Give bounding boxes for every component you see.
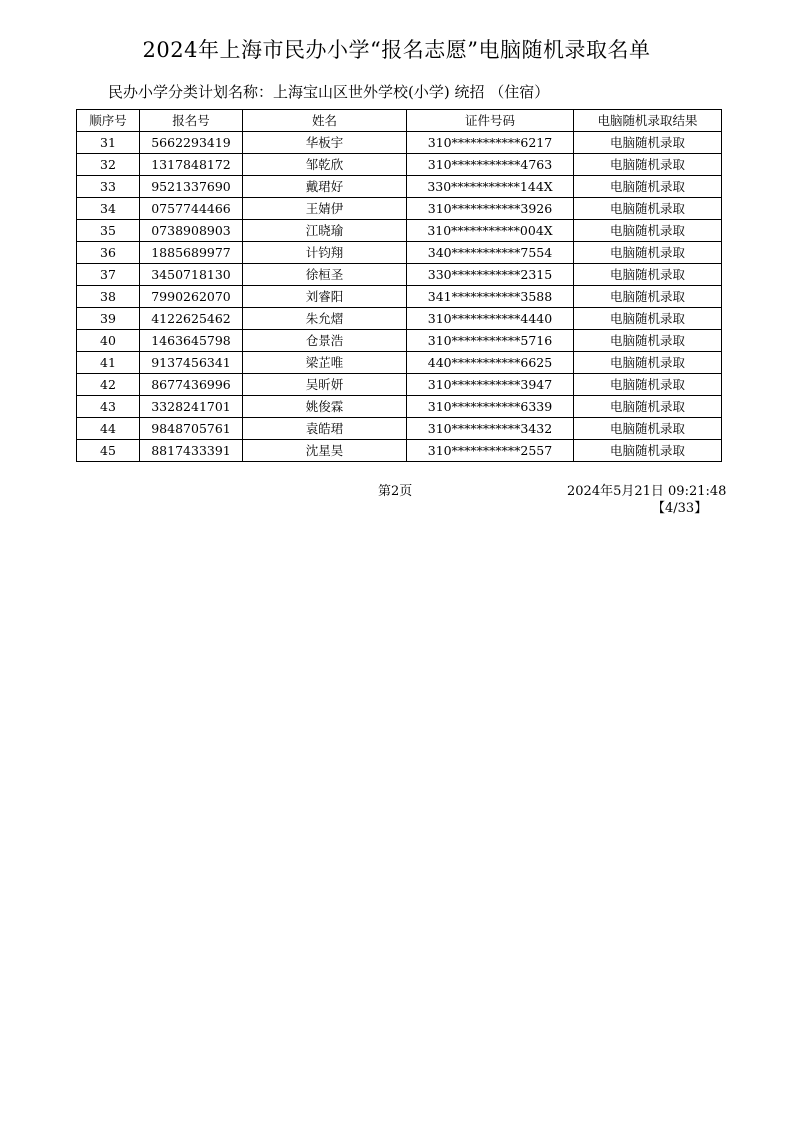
cell-id-no: 310***********3947 [407, 374, 574, 396]
table-row [77, 308, 722, 330]
cell-name: 华板宇 [243, 132, 407, 154]
cell-id-no: 310***********6339 [407, 396, 574, 418]
cell-id-no: 310***********3432 [407, 418, 574, 440]
cell-result: 电脑随机录取 [574, 418, 722, 440]
table-row [77, 198, 722, 220]
cell-seq: 35 [77, 220, 140, 242]
cell-id-no: 330***********2315 [407, 264, 574, 286]
footer-page-count: 【4/33】 [652, 501, 708, 516]
page-title: 2024年上海市民办小学“报名志愿”电脑随机录取名单 [142, 38, 651, 62]
cell-name: 计钧翔 [243, 242, 407, 264]
cell-reg-no: 3450718130 [140, 264, 243, 286]
cell-name: 徐桓圣 [243, 264, 407, 286]
footer-page-number: 第2页 [378, 484, 413, 499]
cell-result: 电脑随机录取 [574, 440, 722, 462]
table-row [77, 374, 722, 396]
cell-seq: 39 [77, 308, 140, 330]
footer-datetime: 2024年5月21日 09:21:48 [567, 484, 727, 499]
cell-result: 电脑随机录取 [574, 308, 722, 330]
cell-id-no: 341***********3588 [407, 286, 574, 308]
table-row [77, 132, 722, 154]
cell-result: 电脑随机录取 [574, 242, 722, 264]
cell-reg-no: 7990262070 [140, 286, 243, 308]
cell-result: 电脑随机录取 [574, 132, 722, 154]
plan-label: 民办小学分类计划名称： [108, 83, 274, 101]
cell-id-no: 330***********144X [407, 176, 574, 198]
table-body [77, 132, 722, 462]
cell-id-no: 310***********004X [407, 220, 574, 242]
cell-reg-no: 4122625462 [140, 308, 243, 330]
cell-name: 仓景浩 [243, 330, 407, 352]
plan-name: 上海宝山区世外学校(小学) 统招 （住宿） [273, 83, 550, 101]
cell-name: 朱允熠 [243, 308, 407, 330]
header-result: 电脑随机录取结果 [574, 110, 722, 132]
header-name: 姓名 [243, 110, 407, 132]
cell-seq: 42 [77, 374, 140, 396]
cell-id-no: 310***********5716 [407, 330, 574, 352]
cell-name: 江晓瑜 [243, 220, 407, 242]
cell-reg-no: 3328241701 [140, 396, 243, 418]
table-row [77, 286, 722, 308]
cell-seq: 34 [77, 198, 140, 220]
header-seq: 顺序号 [77, 110, 140, 132]
cell-reg-no: 9521337690 [140, 176, 243, 198]
cell-seq: 36 [77, 242, 140, 264]
cell-reg-no: 0757744466 [140, 198, 243, 220]
cell-id-no: 310***********2557 [407, 440, 574, 462]
cell-reg-no: 1317848172 [140, 154, 243, 176]
cell-id-no: 310***********4763 [407, 154, 574, 176]
cell-result: 电脑随机录取 [574, 352, 722, 374]
table-row [77, 330, 722, 352]
cell-seq: 32 [77, 154, 140, 176]
cell-name: 邹乾欣 [243, 154, 407, 176]
cell-id-no: 340***********7554 [407, 242, 574, 264]
cell-name: 袁皓珺 [243, 418, 407, 440]
cell-result: 电脑随机录取 [574, 374, 722, 396]
cell-seq: 45 [77, 440, 140, 462]
cell-id-no: 310***********4440 [407, 308, 574, 330]
cell-result: 电脑随机录取 [574, 264, 722, 286]
header-id-no: 证件号码 [407, 110, 574, 132]
cell-reg-no: 9848705761 [140, 418, 243, 440]
admission-table [76, 109, 722, 462]
cell-name: 戴珺好 [243, 176, 407, 198]
cell-reg-no: 5662293419 [140, 132, 243, 154]
table-row [77, 242, 722, 264]
table-row [77, 176, 722, 198]
cell-name: 刘睿阳 [243, 286, 407, 308]
cell-seq: 31 [77, 132, 140, 154]
cell-name: 沈星昊 [243, 440, 407, 462]
cell-id-no: 310***********6217 [407, 132, 574, 154]
cell-result: 电脑随机录取 [574, 396, 722, 418]
cell-seq: 33 [77, 176, 140, 198]
cell-seq: 44 [77, 418, 140, 440]
plan-line [108, 81, 549, 102]
table-row [77, 440, 722, 462]
cell-reg-no: 1463645798 [140, 330, 243, 352]
cell-seq: 40 [77, 330, 140, 352]
cell-name: 王婧伊 [243, 198, 407, 220]
cell-name: 梁芷唯 [243, 352, 407, 374]
cell-result: 电脑随机录取 [574, 330, 722, 352]
cell-name: 吴昕妍 [243, 374, 407, 396]
table-row [77, 220, 722, 242]
cell-reg-no: 8677436996 [140, 374, 243, 396]
table-row [77, 154, 722, 176]
table-header-row [77, 110, 722, 132]
cell-result: 电脑随机录取 [574, 176, 722, 198]
cell-reg-no: 8817433391 [140, 440, 243, 462]
cell-seq: 37 [77, 264, 140, 286]
cell-result: 电脑随机录取 [574, 286, 722, 308]
cell-name: 姚俊霖 [243, 396, 407, 418]
cell-reg-no: 0738908903 [140, 220, 243, 242]
header-reg-no: 报名号 [140, 110, 243, 132]
cell-seq: 38 [77, 286, 140, 308]
cell-reg-no: 1885689977 [140, 242, 243, 264]
table-row [77, 264, 722, 286]
cell-reg-no: 9137456341 [140, 352, 243, 374]
cell-result: 电脑随机录取 [574, 154, 722, 176]
cell-id-no: 310***********3926 [407, 198, 574, 220]
cell-result: 电脑随机录取 [574, 220, 722, 242]
cell-id-no: 440***********6625 [407, 352, 574, 374]
table-row [77, 396, 722, 418]
table-row [77, 352, 722, 374]
cell-result: 电脑随机录取 [574, 198, 722, 220]
table-row [77, 418, 722, 440]
cell-seq: 43 [77, 396, 140, 418]
cell-seq: 41 [77, 352, 140, 374]
